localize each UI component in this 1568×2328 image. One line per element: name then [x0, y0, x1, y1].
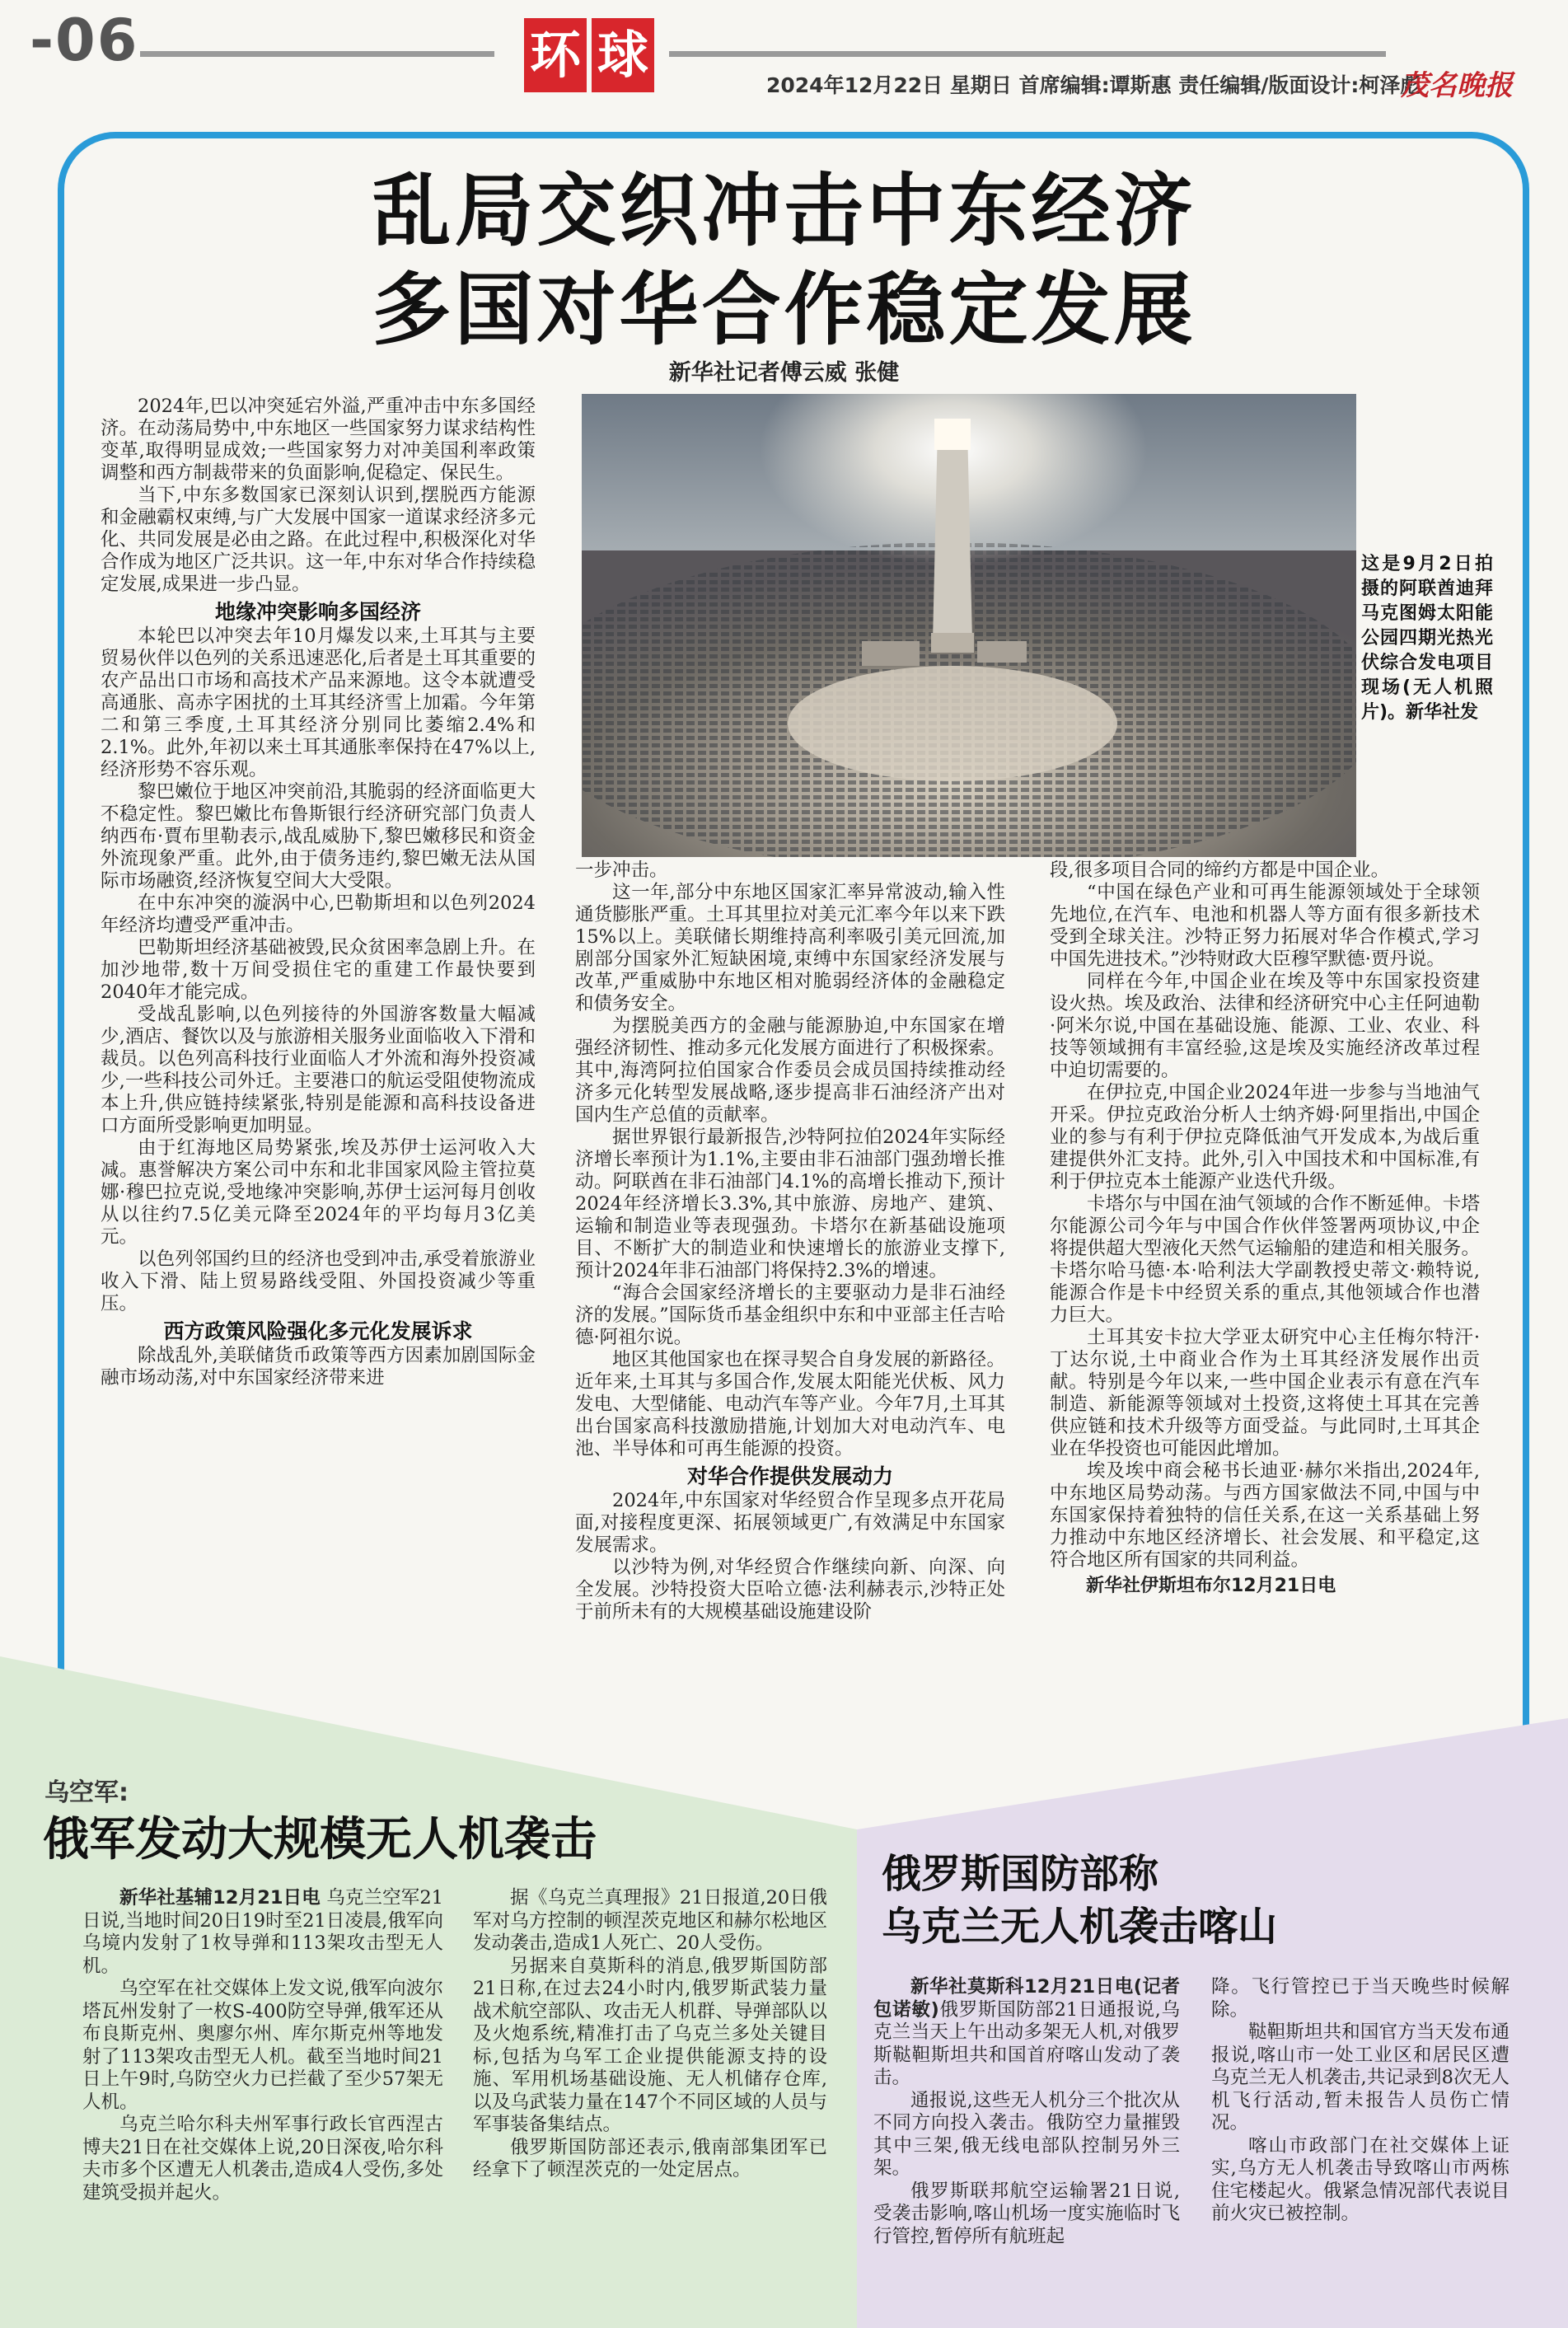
headline-line-1: 乱局交织冲击中东经济	[372, 165, 1196, 257]
paragraph: 在伊拉克,中国企业2024年进一步参与当地油气开采。伊拉克政治分析人士纳齐姆·阿里指出,中国企业的参与有利于伊拉克降低油气开发成本,为战后重建提供外汇支持。此外,引入中国技术和中国标准,有利于伊拉克本土能源产业迭代升级。	[1050, 1082, 1480, 1192]
story3-title	[882, 1848, 1392, 1953]
subheading: 对华合作提供发展动力	[686, 1464, 893, 1488]
paragraph: 降。飞行管控已于当天晚些时候解除。	[1211, 1976, 1509, 2021]
main-column-1	[101, 396, 536, 1389]
story3-column-2	[1211, 1976, 1509, 2226]
story2-kicker: 乌空军:	[44, 1778, 129, 1807]
section-char-2: 球	[592, 18, 654, 92]
main-column-2	[575, 860, 1005, 1623]
paragraph: 土耳其安卡拉大学亚太研究中心主任梅尔特汗·丁达尔说,土中商业合作为土耳其经济发展作出贡献。特别是今年以来,一些中国企业表示有意在汽车制造、新能源等领域对土投资,这将使土耳其在完善供应链和技术升级等方面受益。与此同时,土耳其企业在华投资也可能因此增加。	[1050, 1327, 1480, 1459]
paragraph: 乌空军在社交媒体上发文说,俄军向波尔塔瓦州发射了一枚S-400防空导弹,俄军还从布良斯克州、奥廖尔州、库尔斯克州等地发射了113架攻击型无人机。截至当地时间21日上午9时,乌防空火力已拦截了至少57架无人机。	[82, 1978, 443, 2113]
subheading: 西方政策风险强化多元化发展诉求	[163, 1319, 473, 1343]
paragraph: 段,很多项目合同的缔约方都是中国企业。	[1050, 860, 1390, 881]
paragraph: 在中东冲突的漩涡中心,巴勒斯坦和以色列2024年经济均遭受严重冲击。	[101, 892, 536, 936]
paragraph: 通报说,这些无人机分三个批次从不同方向投入袭击。俄防空力量摧毁其中三架,俄无线电部队控制另外三架。	[873, 2089, 1180, 2179]
section-tag	[524, 18, 664, 92]
paragraph: 一步冲击。	[575, 860, 668, 881]
paragraph: 2024年,中东国家对华经贸合作呈现多点开花局面,对接程度更深、拓展领域更广,有效满足中东国家发展需求。	[575, 1490, 1005, 1556]
byline: 新华社记者傅云威 张健	[668, 360, 900, 386]
header-rule-left	[140, 51, 494, 57]
paragraph: 俄罗斯联邦航空运输署21日说,受袭击影响,喀山机场一度实施临时飞行管控,暂停所有航班起	[873, 2180, 1180, 2247]
newspaper-masthead-logo: 茂名晚报	[1401, 69, 1513, 102]
paragraph: 同样在今年,中国企业在埃及等中东国家投资建设火热。埃及政治、法律和经济研究中心主任阿迪勒·阿米尔说,中国在基础设施、能源、工业、农业、科技等领域拥有丰富经验,这是埃及实施经济改革过程中迫切需要的。	[1050, 971, 1480, 1081]
subheading: 地缘冲突影响多国经济	[214, 600, 421, 624]
section-char-1: 环	[524, 18, 587, 92]
solar-park-photo	[582, 394, 1356, 857]
paragraph: 以色列邻国约旦的经济也受到冲击,承受着旅游业收入下滑、陆上贸易路线受阻、外国投资减少等重压。	[101, 1248, 536, 1314]
header-dateline: 2024年12月22日 星期日 首席编辑:谭斯惠 责任编辑/版面设计:柯泽彪	[766, 73, 1421, 97]
page-number: -06	[30, 7, 139, 74]
story3-title-line-1: 俄罗斯国防部称	[882, 1851, 1159, 1897]
paragraph: 卡塔尔与中国在油气领域的合作不断延伸。卡塔尔能源公司今年与中国合作伙伴签署两项协议,中企将提供超大型液化天然气运输船的建造和相关服务。卡塔尔哈马德·本·哈利法大学副教授史蒂文·赖特说,能源合作是卡中经贸关系的重点,其他领域合作也潜力巨大。	[1050, 1193, 1480, 1326]
paragraph: 喀山市政部门在社交媒体上证实,乌方无人机袭击导致喀山市两栋住宅楼起火。俄紧急情况部代表说目前火灾已被控制。	[1211, 2134, 1509, 2224]
paragraph: 据《乌克兰真理报》21日报道,20日俄军对乌方控制的顿涅茨克地区和赫尔松地区发动袭击,造成1人死亡、20人受伤。	[473, 1887, 827, 1954]
paragraph: 埃及埃中商会秘书长迪亚·赫尔米指出,2024年,中东地区局势动荡。与西方国家做法不同,中国与中东国家保持着独特的信任关系,在这一关系基础上努力推动中东地区经济增长、社会发展、和平稳定,这符合地区所有国家的共同利益。	[1050, 1460, 1480, 1571]
paragraph: 这一年,部分中东地区国家汇率异常波动,输入性通货膨胀严重。土耳其里拉对美元汇率今年以来下跌15%以上。美联储长期维持高利率吸引美元回流,加剧部分国家外汇短缺困境,束缚中东国家经济发展与改革,严重威胁中东地区相对脆弱经济体的金融稳定和债务安全。	[575, 882, 1005, 1014]
paragraph: 鞑靼斯坦共和国官方当天发布通报说,喀山市一处工业区和居民区遭乌克兰无人机袭击,共记录到8次无人机飞行活动,暂未报告人员伤亡情况。	[1211, 2021, 1509, 2134]
paragraph: 除战乱外,美联储货币政策等西方因素加剧国际金融市场动荡,对中东国家经济带来进	[101, 1345, 536, 1389]
headline-line-2: 多国对华合作稳定发展	[372, 264, 1196, 356]
story-dateline: 新华社伊斯坦布尔12月21日电	[1086, 1576, 1336, 1596]
paragraph: 受战乱影响,以色列接待的外国游客数量大幅减少,酒店、餐饮以及与旅游相关服务业面临收入下滑和裁员。以色列高科技行业面临人才外流和海外投资减少,一些科技公司外迁。主要港口的航运受阻使物流成本上升,供应链持续紧张,特别是能源和高科技设备进口方面所受影响更加明显。	[101, 1004, 536, 1136]
story3-title-line-2: 乌克兰无人机袭击喀山	[882, 1904, 1278, 1950]
paragraph: “海合会国家经济增长的主要驱动力是非石油经济的发展。”国际货币基金组织中东和中亚部主任吉哈德·阿祖尔说。	[575, 1282, 1005, 1348]
paragraph: 巴勒斯坦经济基础被毁,民众贫困率急剧上升。在加沙地带,数十万间受损住宅的重建工作最快要到2040年才能完成。	[101, 937, 536, 1003]
story2-lead: 新华社基辅12月21日电	[119, 1887, 321, 1909]
paragraph: “中国在绿色产业和可再生能源领域处于全球领先地位,在汽车、电池和机器人等方面有很多新技术受到全球关注。沙特正努力拓展对华合作模式,学习中国先进技术。”沙特财政大臣穆罕默德·贾丹说。	[1050, 882, 1480, 970]
story2-column-1	[82, 1887, 443, 2204]
story3-column-1	[873, 1976, 1180, 2248]
paragraph: 为摆脱美西方的金融与能源胁迫,中东国家在增强经济韧性、推动多元化发展方面进行了积极探索。其中,海湾阿拉伯国家合作委员会成员国持续推动经济多元化转型发展战略,逐步提高非石油经济产出对国内生产总值的贡献率。	[575, 1015, 1005, 1126]
paragraph: 另据来自莫斯科的消息,俄罗斯国防部21日称,在过去24小时内,俄罗斯武装力量战术航空部队、攻击无人机群、导弹部队以及火炮系统,精准打击了乌克兰多处关键目标,包括为乌军工企业提供能源支持的设施、军用机场基础设施、无人机储存仓库,以及乌武装力量在147个不同区域的人员与军事装备集结点。	[473, 1955, 827, 2135]
story2-column-2	[473, 1887, 827, 2182]
paragraph: 2024年,巴以冲突延宕外溢,严重冲击中东多国经济。在动荡局势中,中东地区一些国家努力谋求结构性变革,取得明显成效;一些国家努力对冲美国利率政策调整和西方制裁带来的负面影响,促稳定、保民生。	[101, 396, 536, 484]
photo-caption: 这是9月2日拍摄的阿联酋迪拜马克图姆太阳能公园四期光热光伏综合发电项目现场(无人机照片)。新华社发	[1361, 554, 1493, 723]
paragraph: 据世界银行最新报告,沙特阿拉伯2024年实际经济增长率预计为1.1%,主要由非石油部门强劲增长推动。阿联酋在非石油部门4.1%的高增长推动下,预计2024年经济增长3.3%,其中旅游、房地产、建筑、运输和制造业等表现强劲。卡塔尔在新基础设施项目、不断扩大的制造业和快速增长的旅游业支撑下,预计2024年非石油部门将保持2.3%的增速。	[575, 1127, 1005, 1281]
paragraph: 俄罗斯国防部21日通报说,乌克兰当天上午出动多架无人机,对俄罗斯鞑靼斯坦共和国首府喀山发动了袭击。	[873, 1998, 1180, 2088]
paragraph: 俄罗斯国防部还表示,俄南部集团军已经拿下了顿涅茨克的一处定居点。	[473, 2136, 827, 2180]
paragraph: 由于红海地区局势紧张,埃及苏伊士运河收入大减。惠誉解决方案公司中东和北非国家风险主管拉莫娜·穆巴拉克说,受地缘冲突影响,苏伊士运河每月创收从以往约7.5亿美元降至2024年的平均每月3亿美元。	[101, 1137, 536, 1248]
paragraph: 乌克兰哈尔科夫州军事行政长官西涅古博夫21日在社交媒体上说,20日深夜,哈尔科夫市多个区遭无人机袭击,造成4人受伤,多处建筑受损并起火。	[82, 2114, 443, 2204]
paragraph: 黎巴嫩位于地区冲突前沿,其脆弱的经济面临更大不稳定性。黎巴嫩比布鲁斯银行经济研究部门负责人纳西布·賈布里勒表示,战乱威胁下,黎巴嫩移民和资金外流现象严重。此外,由于债务违约,黎巴嫩无法从国际市场融资,经济恢复空间大大受限。	[101, 781, 536, 892]
paragraph: 以沙特为例,对华经贸合作继续向新、向深、向全发展。沙特投资大臣哈立德·法利赫表示,沙特正处于前所未有的大规模基础设施建设阶	[575, 1557, 1005, 1623]
paragraph: 地区其他国家也在探寻契合自身发展的新路径。近年来,土耳其与多国合作,发展太阳能光伏板、风力发电、大型储能、电动汽车等产业。今年7月,土耳其出台国家高科技激励措施,计划加大对电动汽车、电池、半导体和可再生能源的投资。	[575, 1349, 1005, 1459]
main-column-3	[1050, 860, 1480, 1597]
story2-title: 俄军发动大规模无人机袭击	[43, 1813, 597, 1867]
header-rule-right	[669, 51, 1386, 57]
paragraph: 当下,中东多数国家已深刻认识到,摆脱西方能源和金融霸权束缚,与广大发展中国家一道谋求经济多元化、共同发展是必由之路。在此过程中,积极深化对华合作成为地区广泛共识。这一年,中东对华合作持续稳定发展,成果进一步凸显。	[101, 485, 536, 595]
story3-lead: 新华社莫斯科12月21日电(记者包诺敏)	[873, 1976, 1180, 2021]
paragraph: 本轮巴以冲突去年10月爆发以来,土耳其与主要贸易伙伴以色列的关系迅速恶化,后者是土耳其重要的农产品出口市场和高技术产品来源地。这令本就遭受高通胀、高赤字困扰的土耳其经济雪上加霜。今年第二和第三季度,土耳其经济分别同比萎缩2.4%和2.1%。此外,年初以来土耳其通胀率保持在47%以上,经济形势不容乐观。	[101, 625, 536, 780]
paragraph: 乌克兰空军21日说,当地时间20日19时至21日凌晨,俄军向乌境内发射了1枚导弹和113架攻击型无人机。	[82, 1887, 443, 1977]
